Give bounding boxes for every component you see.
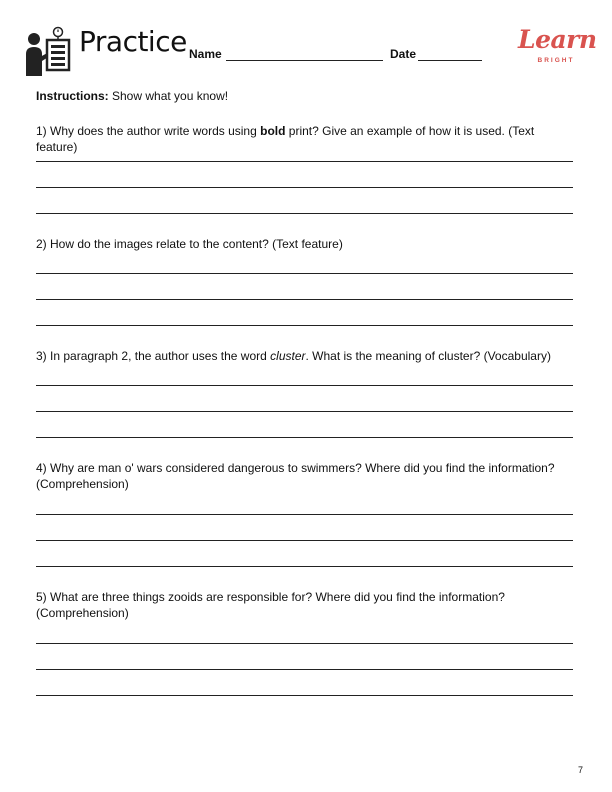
page-title: Practice xyxy=(79,25,187,58)
page-number: 7 xyxy=(578,765,584,775)
question-text: 1) Why does the author write words using xyxy=(36,124,261,138)
question-text: print? Give an example of how it is used. (Text feature) xyxy=(36,124,535,154)
answer-line[interactable] xyxy=(36,669,573,670)
worksheet-header xyxy=(0,0,612,90)
name-field[interactable] xyxy=(226,60,383,61)
instructions xyxy=(36,89,228,103)
question-4 xyxy=(36,460,576,492)
answer-line[interactable] xyxy=(36,695,573,696)
question-category: (Comprehension) xyxy=(36,606,129,620)
answer-line[interactable] xyxy=(36,273,573,274)
answer-line[interactable] xyxy=(36,540,573,541)
question-emphasis: bold xyxy=(260,124,286,138)
instructions-label: Instructions: xyxy=(36,89,109,103)
teacher-at-board-icon xyxy=(25,26,71,78)
question-text: 5) What are three things zooids are responsible for? Where did you find the information? xyxy=(36,590,505,604)
logo-subtitle: BRIGHT xyxy=(537,57,575,64)
answer-line[interactable] xyxy=(36,213,573,214)
question-2 xyxy=(36,236,576,252)
question-text: 2) How do the images relate to the content? (Text feature) xyxy=(36,237,343,251)
instructions-text: Show what you know! xyxy=(108,89,229,103)
answer-line[interactable] xyxy=(36,325,573,326)
answer-line[interactable] xyxy=(36,385,573,386)
question-3 xyxy=(36,348,576,364)
logo-word: Learn xyxy=(518,25,597,54)
question-category: (Comprehension) xyxy=(36,477,129,491)
question-1 xyxy=(36,123,576,155)
question-text: 3) In paragraph 2, the author uses the word xyxy=(36,349,271,363)
answer-line[interactable] xyxy=(36,437,573,438)
answer-line[interactable] xyxy=(36,187,573,188)
answer-line[interactable] xyxy=(36,411,573,412)
question-text: 4) Why are man o' wars considered dangerous to swimmers? Where did you find the information? xyxy=(36,461,555,475)
name-label: Name xyxy=(189,47,222,61)
date-field[interactable] xyxy=(418,60,482,61)
learn-bright-logo xyxy=(518,25,597,71)
answer-line[interactable] xyxy=(36,299,573,300)
answer-line[interactable] xyxy=(36,643,573,644)
answer-line[interactable] xyxy=(36,566,573,567)
answer-line[interactable] xyxy=(36,514,573,515)
date-label: Date xyxy=(390,47,417,61)
question-5 xyxy=(36,589,576,621)
answer-line[interactable] xyxy=(36,161,573,162)
question-emphasis: cluster xyxy=(270,349,306,363)
question-text: . What is the meaning of cluster? (Vocabulary) xyxy=(305,349,551,363)
